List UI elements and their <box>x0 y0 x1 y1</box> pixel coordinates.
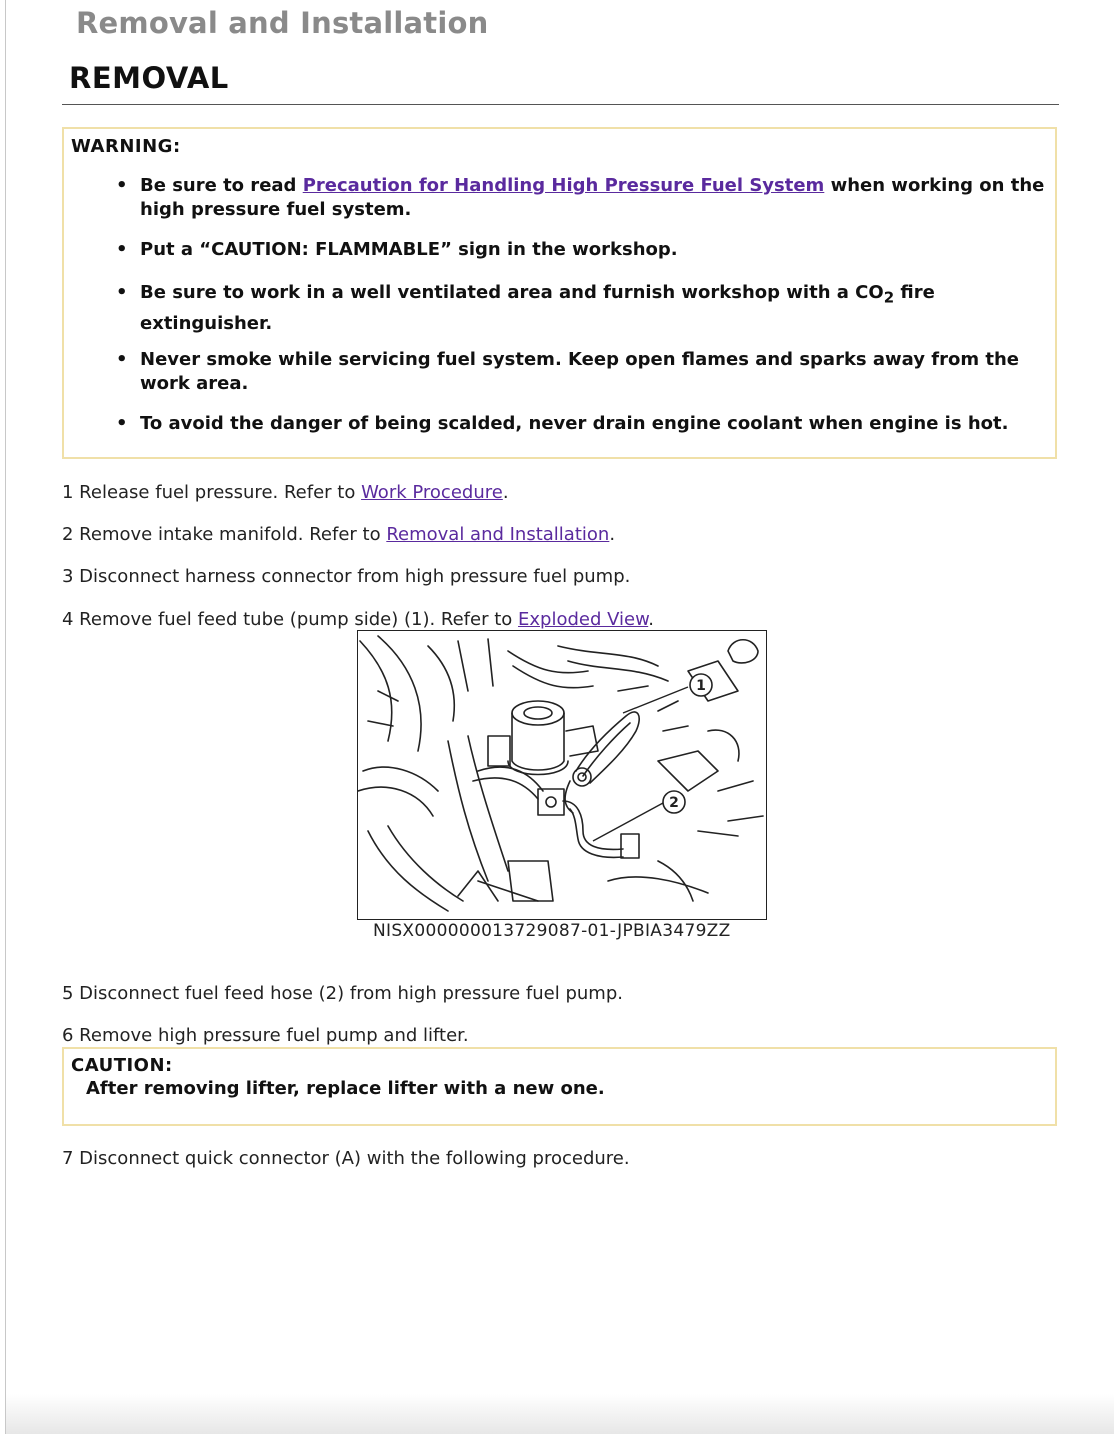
figure-caption: NISX000000013729087-01-JPBIA3479ZZ <box>373 921 731 941</box>
warning-item-text: fire extinguisher. <box>140 282 935 334</box>
caution-box <box>62 1047 1057 1126</box>
step-text: 2 Remove intake manifold. Refer to <box>62 524 387 545</box>
page-bottom-shadow <box>6 1394 1114 1434</box>
step-text: . <box>609 524 616 545</box>
callout-1-marker <box>623 674 712 713</box>
heading-divider <box>62 104 1059 105</box>
warning-item <box>140 174 1050 222</box>
step-text: 1 Release fuel pressure. Refer to <box>62 482 362 503</box>
warning-label: WARNING: <box>71 136 181 157</box>
warning-item-text: Be sure to read <box>140 175 303 196</box>
callout-2-label: 2 <box>669 795 679 811</box>
page-heading: REMOVAL <box>69 61 229 95</box>
step-5: 5 Disconnect fuel feed hose (2) from high pressure fuel pump. <box>62 983 623 1004</box>
exploded-view-link[interactable]: Exploded View <box>518 609 649 630</box>
page-left-border <box>5 0 6 1434</box>
co2-subscript: 2 <box>883 288 895 307</box>
warning-item: • Never smoke while servicing fuel system. Keep open flames and sparks away from the work area. <box>140 348 1050 396</box>
caution-text: After removing lifter, replace lifter with a new one. <box>86 1078 605 1099</box>
precaution-link[interactable]: Precaution for Handling High Pressure Fuel System <box>302 175 825 196</box>
step-text: . <box>648 609 654 630</box>
warning-box <box>62 127 1057 459</box>
removal-installation-link[interactable]: Removal and Installation <box>386 524 610 545</box>
engine-illustration <box>357 630 767 920</box>
section-title: Removal and Installation <box>76 6 489 40</box>
work-procedure-link[interactable]: Work Procedure <box>361 482 503 503</box>
engine-line-drawing <box>358 631 766 919</box>
step-7: 7 Disconnect quick connector (A) with the following procedure. <box>62 1148 630 1169</box>
step-4 <box>62 608 654 632</box>
warning-item: • To avoid the danger of being scalded, never drain engine coolant when engine is hot. <box>140 412 1050 436</box>
warning-item <box>140 280 1050 337</box>
step-3: 3 Disconnect harness connector from high pressure fuel pump. <box>62 566 631 587</box>
step-1 <box>62 481 509 505</box>
callout-1-label: 1 <box>696 678 706 694</box>
step-text: . <box>502 482 509 503</box>
warning-item-text: Be sure to work in a well ventilated area and furnish workshop with a CO <box>140 282 884 303</box>
step-2 <box>62 523 615 547</box>
step-text: 4 Remove fuel feed tube (pump side) (1). Refer to <box>62 609 519 630</box>
warning-item-text: when working on the high pressure fuel system. <box>140 175 1045 220</box>
warning-item: • Put a “CAUTION: FLAMMABLE” sign in the workshop. <box>140 238 1050 262</box>
caution-label: CAUTION: <box>71 1055 173 1076</box>
step-6: 6 Remove high pressure fuel pump and lifter. <box>62 1025 469 1046</box>
